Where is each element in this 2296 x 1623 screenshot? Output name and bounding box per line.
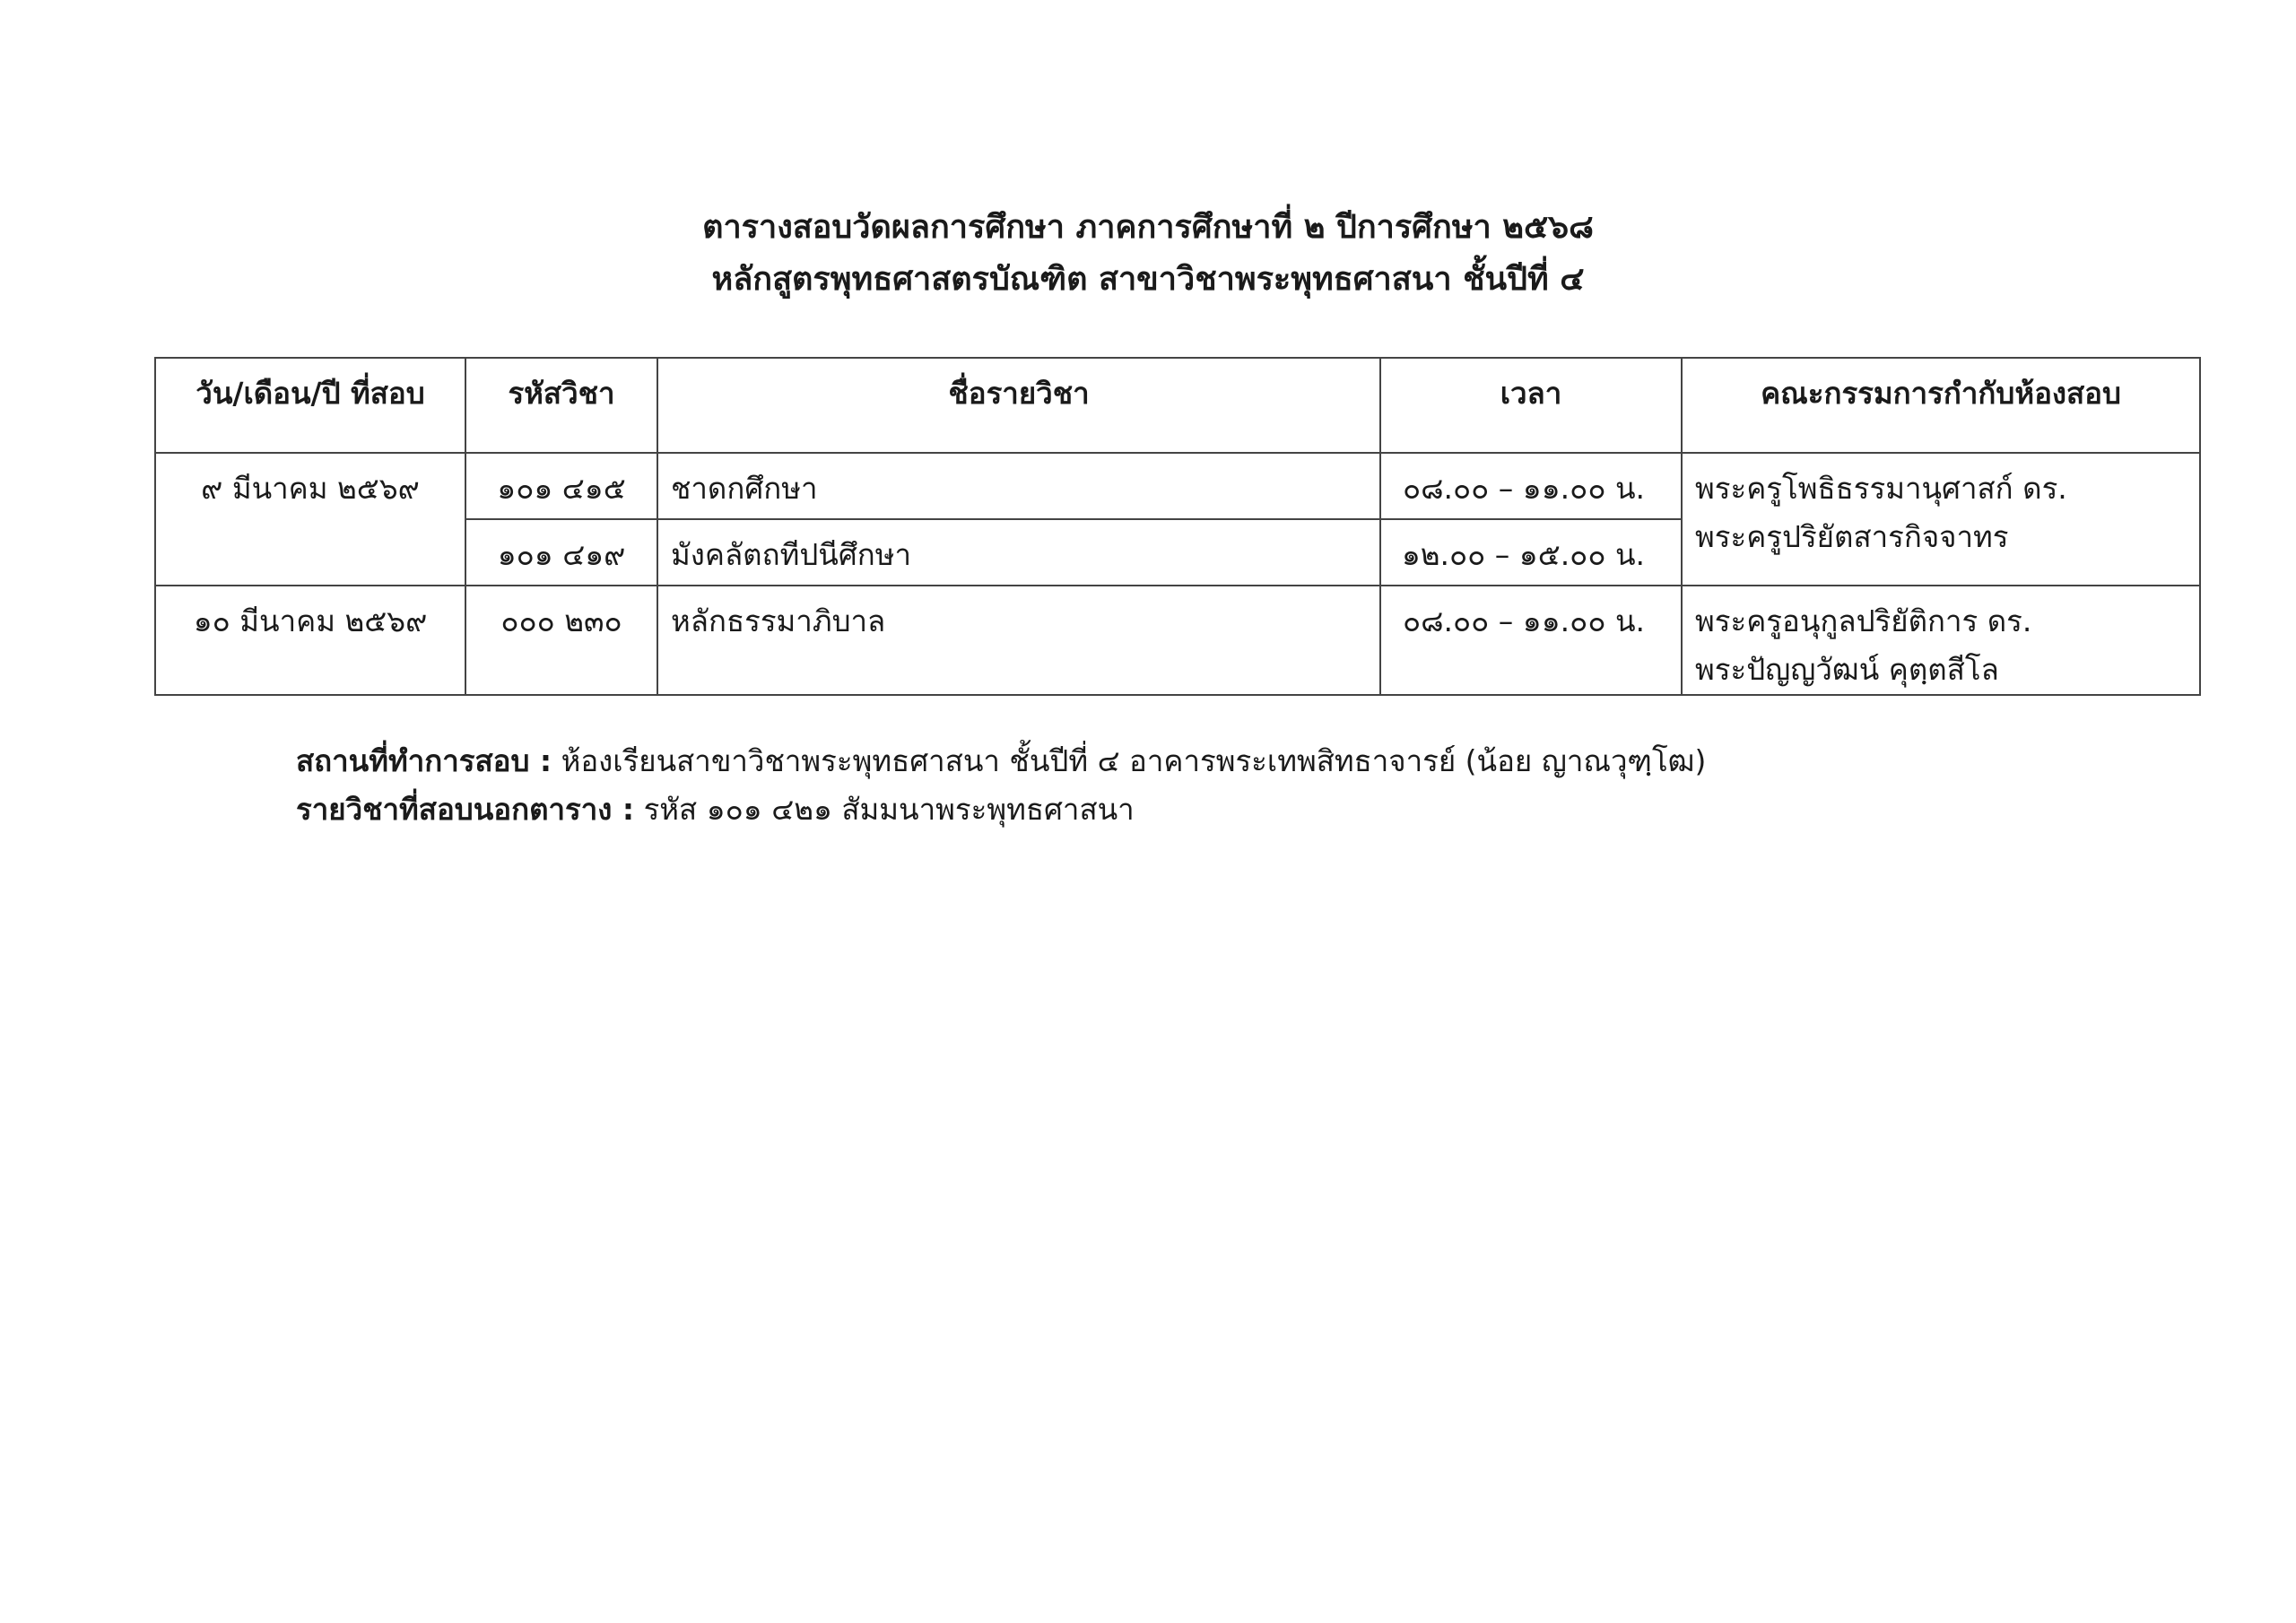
exam-notes: [296, 737, 1706, 834]
exam-date: ๑๐ มีนาคม ๒๕๖๙: [155, 586, 465, 695]
document-title: [0, 202, 2296, 306]
header-committee: คณะกรรมการกำกับห้องสอบ: [1682, 358, 2200, 453]
table-row: [155, 586, 2200, 695]
committee-cell: [1682, 586, 2200, 695]
title-line-2: หลักสูตรพุทธศาสตรบัณฑิต สาขาวิชาพระพุทธศาสนา ชั้นปีที่ ๔: [711, 261, 1585, 298]
header-time: เวลา: [1380, 358, 1682, 453]
exam-time: ๑๒.๐๐ – ๑๕.๐๐ น.: [1380, 519, 1682, 586]
offschedule-value: รหัส ๑๐๑ ๔๒๑ สัมมนาพระพุทธศาสนา: [634, 792, 1135, 827]
course-name: หลักธรรมาภิบาล: [657, 586, 1380, 695]
course-code: ๑๐๑ ๔๑๙: [465, 519, 657, 586]
course-code: ๑๐๑ ๔๑๕: [465, 453, 657, 519]
offschedule-note: [296, 785, 1706, 834]
committee-member: พระปัญญวัฒน์ คุตฺตสีโล: [1695, 652, 1999, 687]
title-line-1: ตารางสอบวัดผลการศึกษา ภาคการศึกษาที่ ๒ ปีการศึกษา ๒๕๖๘: [702, 209, 1594, 246]
location-note: [296, 737, 1706, 785]
exam-schedule-table: [154, 357, 2201, 696]
exam-time: ๐๘.๐๐ – ๑๑.๐๐ น.: [1380, 453, 1682, 519]
location-value: ห้องเรียนสาขาวิชาพระพุทธศาสนา ชั้นปีที่ ๔ อาคารพระเทพสิทธาจารย์ (น้อย ญาณวุฑฺโฒ): [552, 743, 1707, 778]
offschedule-label: รายวิชาที่สอบนอกตาราง :: [296, 792, 635, 827]
course-code: ๐๐๐ ๒๓๐: [465, 586, 657, 695]
committee-member: พระครูปริยัตสารกิจจาทร: [1695, 519, 2009, 554]
committee-member: พระครูอนุกูลปริยัติการ ดร.: [1695, 603, 2032, 638]
location-label: สถานที่ทำการสอบ :: [296, 743, 552, 778]
course-name: มังคลัตถทีปนีศึกษา: [657, 519, 1380, 586]
table-row: [155, 453, 2200, 519]
exam-date: ๙ มีนาคม ๒๕๖๙: [155, 453, 465, 586]
header-subject: ชื่อรายวิชา: [657, 358, 1380, 453]
header-date: วัน/เดือน/ปี ที่สอบ: [155, 358, 465, 453]
header-code: รหัสวิชา: [465, 358, 657, 453]
table-header-row: [155, 358, 2200, 453]
committee-cell: [1682, 453, 2200, 586]
committee-member: พระครูโพธิธรรมานุศาสก์ ดร.: [1695, 471, 2067, 506]
exam-time: ๐๘.๐๐ – ๑๑.๐๐ น.: [1380, 586, 1682, 695]
course-name: ชาดกศึกษา: [657, 453, 1380, 519]
